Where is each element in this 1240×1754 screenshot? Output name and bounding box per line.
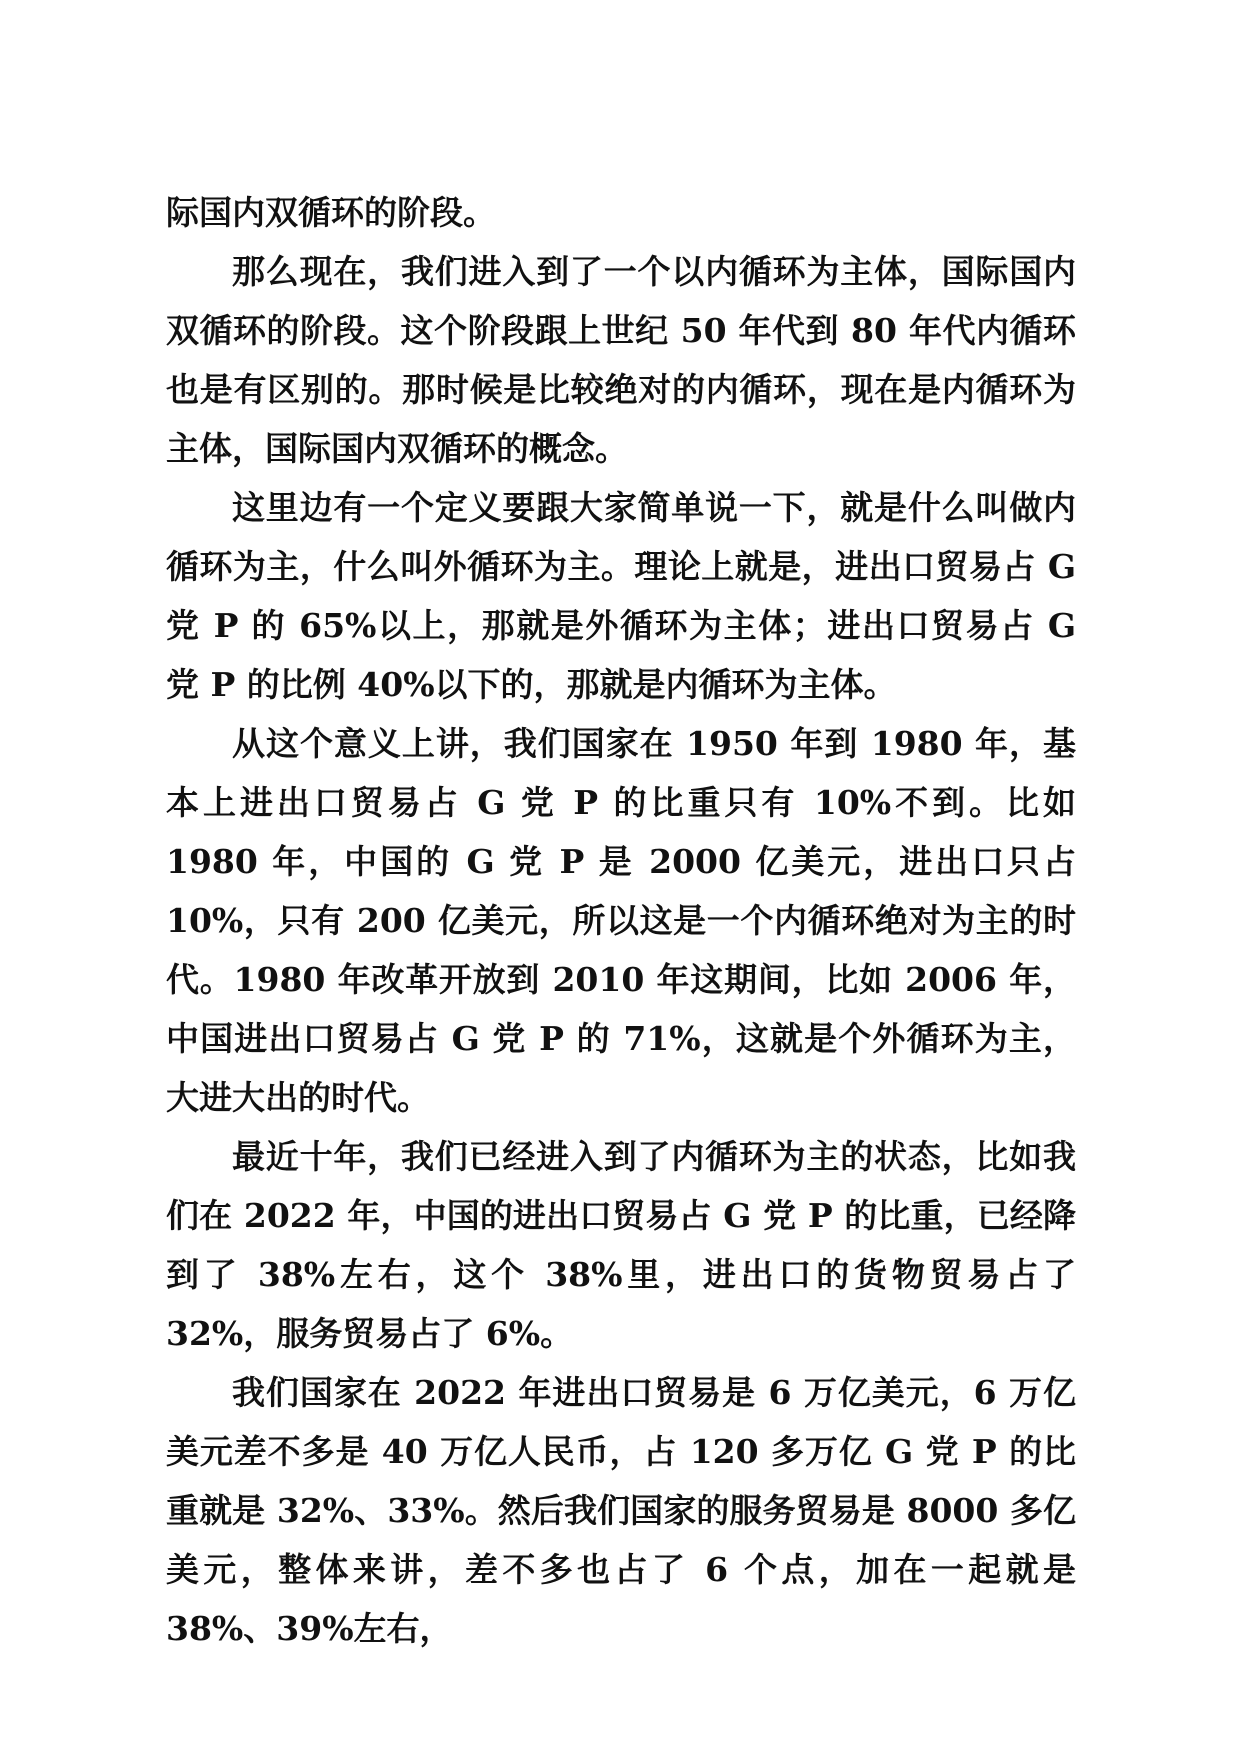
paragraph-dual-circulation-stage: 那么现在，我们进入到了一个以内循环为主体，国际国内双循环的阶段。这个阶段跟上世纪 50 年代到 80 年代内循环也是有区别的。那时候是比较绝对的内循环，现在是内循环为主体，国际国内双循环的概念。 <box>166 252 1076 468</box>
paragraph-history-1950-2010: 从这个意义上讲，我们国家在 1950 年到 1980 年，基本上进出口贸易占 G 党 P 的比重只有 10%不到。比如 1980 年，中国的 G 党 P 是 2000 亿美元，进出口只占 10%，只有 200 亿美元，所以这是一个内循环绝对为主的时代。1980 年改革开放到 2010 年这期间，比如 2006 年，中国进出口贸易占 G 党 P 的 71%，这就是个外循环为主，大进大出的时代。 <box>166 724 1077 1117</box>
document-body <box>166 183 1076 1658</box>
paragraph-2022-trade: 我们国家在 2022 年进出口贸易是 6 万亿美元，6 万亿美元差不多是 40 万亿人民币，占 120 多万亿 G 党 P 的比重就是 32%、33%。然后我们国家的服务贸易是 8000 多亿美元，整体来讲，差不多也占了 6 个点，加在一起就是 38%、39%左右， <box>166 1373 1076 1648</box>
paragraph-continuation: 际国内双循环的阶段。 <box>166 193 496 232</box>
paragraph-recent-decade: 最近十年，我们已经进入到了内循环为主的状态，比如我们在 2022 年，中国的进出口贸易占 G 党 P 的比重，已经降到了 38%左右，这个 38%里，进出口的货物贸易占了 32%，服务贸易占了 6%。 <box>166 1137 1076 1353</box>
paragraph-definition: 这里边有一个定义要跟大家简单说一下，就是什么叫做内循环为主，什么叫外循环为主。理论上就是，进出口贸易占 G 党 P 的 65%以上，那就是外循环为主体；进出口贸易占 G 党 P 的比例 40%以下的，那就是内循环为主体。 <box>166 488 1076 704</box>
